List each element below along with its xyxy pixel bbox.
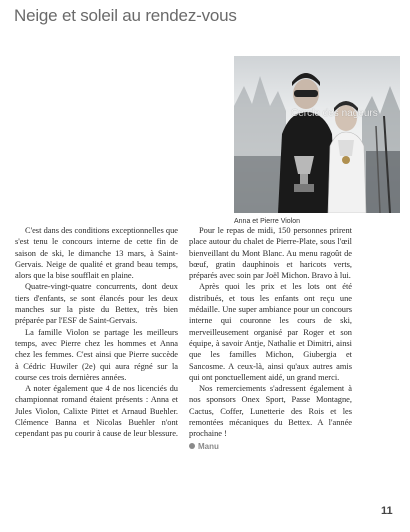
paragraph: Pour le repas de midi, 150 personnes prirent place autour du chalet de Pierre-Plate, sous l'œil bienveillant du Mont Blanc. Au menu ragoût de bœuf, gratin dauphinois et haricots verts, préparés avec soin par Joël Michon. Bravo à lui. <box>189 226 352 281</box>
left-column <box>15 225 178 440</box>
photo-watermark: Cercle des nageurs <box>291 108 378 119</box>
paragraph: Nos remerciements s'adressent également à nos sponsors Onex Sport, Passe Montagne, Cactus, Coffer, Lunetterie des Rois et les remontées mécaniques du Bettex. A l'année prochaine ! <box>189 384 352 439</box>
byline <box>189 441 352 452</box>
paragraph: Quatre-vingt-quatre concurrents, dont deux tiers d'enfants, se sont élancés pour les deux manches sur la piste du Bettex, très bien préparée par l'ESF de Saint-Gervais. <box>15 282 178 326</box>
article-photo <box>234 56 400 213</box>
paragraph: La famille Violon se partage les meilleurs temps, avec Pierre chez les hommes et Anna chez les femmes. C'est ainsi que Pierre succède à Cédric Huwiler (2e) qui aura régné sur la course ces trois dernières années. <box>15 327 178 382</box>
right-column <box>189 225 352 452</box>
paragraph: C'est dans des conditions exceptionnelles que s'est tenu le concours interne de cette fin de saison de ski, le dimanche 13 mars, à Saint-Gervais. Neige de qualité et grand beau temps, alors que la bise soufflait en plaine. <box>15 226 178 281</box>
headline: Neige et soleil au rendez-vous <box>14 6 237 25</box>
photo-caption: Anna et Pierre Violon <box>234 218 301 225</box>
byline-author: Manu <box>198 441 219 451</box>
photo-illustration <box>234 56 400 213</box>
bullet-icon <box>189 443 195 449</box>
page-number: 11 <box>381 505 393 517</box>
paragraph: Après quoi les prix et les lots ont été distribués, et tous les enfants ont reçu une médaille. Une super ambiance pour un concours interne qui couronne les cours de ski, merveilleusement organisé par Roger et son équipe, à savoir Antje, Nathalie et Dimitri, ainsi que les familles Michon, Giubergia et Sancosme. A ceux-là, ainsi qu'aux autres amis qui ont ponctuellement aidé, un grand merci. <box>189 282 352 382</box>
paragraph: A noter également que 4 de nos licenciés du championnat romand étaient présents : Anna et Jules Violon, Calixte Pittet et Arnaud Buehler. Clémence Banna et Nicolas Buehler n'ont cependant pas pu courir à cause de leur blessure. <box>15 384 179 439</box>
